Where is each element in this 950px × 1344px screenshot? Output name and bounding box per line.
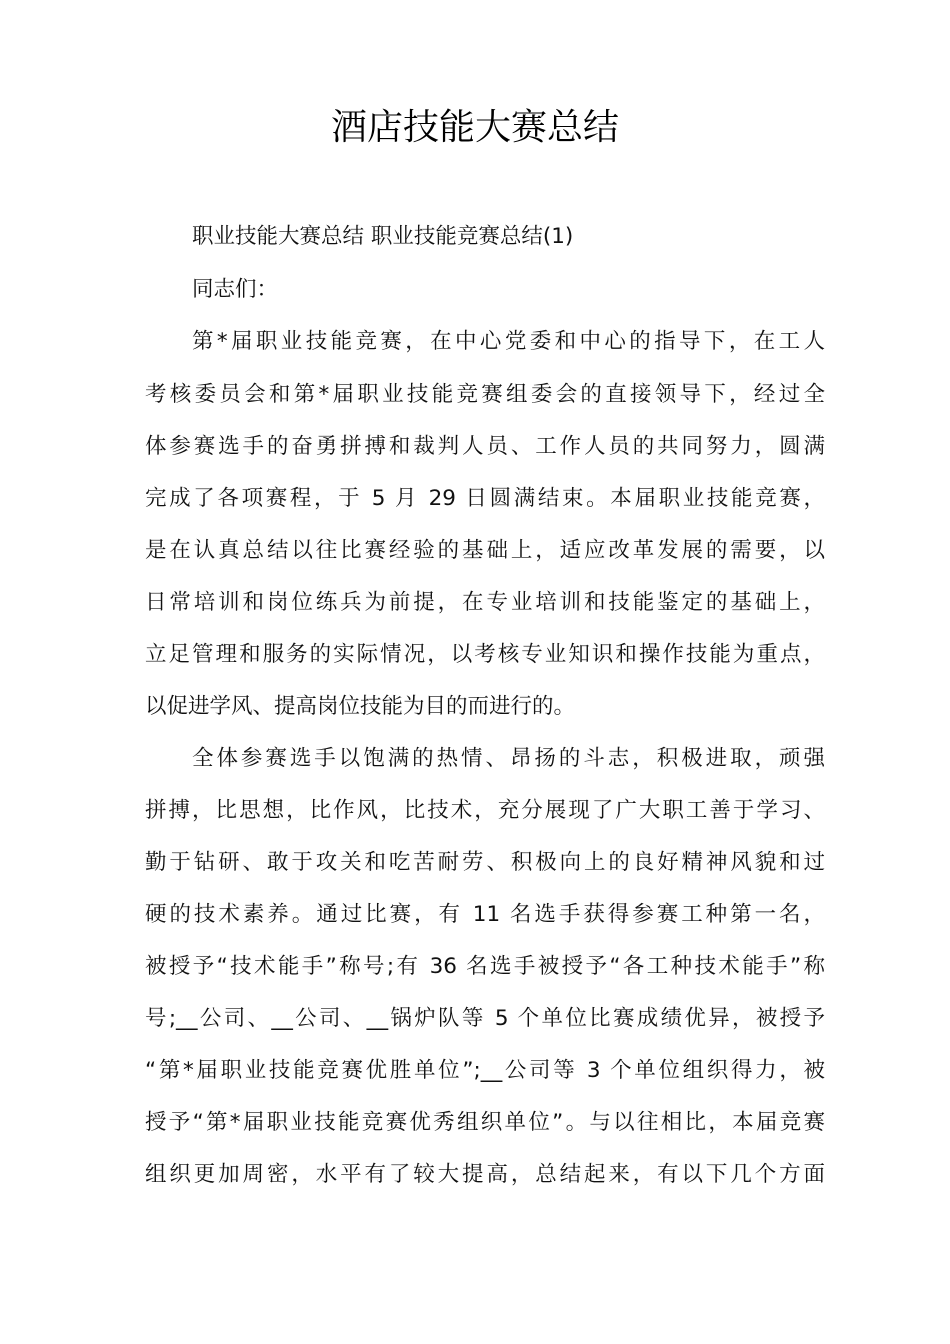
paragraph-2-line-5: 被授予“技术能手”称号;有 36 名选手被授予“各工种技术能手”称 [145,954,825,979]
subtitle-line: 职业技能大赛总结 职业技能竞赛总结(1) [192,224,574,249]
paragraph-1-line-7: 立足管理和服务的实际情况，以考核专业知识和操作技能为重点， [145,642,825,667]
salutation-line: 同志们： [192,277,279,302]
paragraph-2-line-1: 全体参赛选手以饱满的热情、昂扬的斗志，积极进取，顽强 [192,746,825,771]
paragraph-1-line-8: 以促进学风、提高岗位技能为目的而进行的。 [145,694,576,719]
paragraph-2-line-6: 号;__公司、__公司、__锅炉队等 5 个单位比赛成绩优异，被授予 [145,1006,825,1031]
paragraph-1-line-1: 第*届职业技能竞赛，在中心党委和中心的指导下，在工人 [192,329,825,354]
paragraph-2-line-8: 授予“第*届职业技能竞赛优秀组织单位”。与以往相比，本届竞赛 [145,1110,825,1135]
paragraph-1-line-4: 完成了各项赛程，于 5 月 29 日圆满结束。本届职业技能竞赛， [145,486,825,511]
paragraph-2-line-3: 勤于钻研、敢于攻关和吃苦耐劳、积极向上的良好精神风貌和过 [145,850,825,875]
paragraph-1-line-2: 考核委员会和第*届职业技能竞赛组委会的直接领导下，经过全 [145,382,825,407]
paragraph-1-line-6: 日常培训和岗位练兵为前提，在专业培训和技能鉴定的基础上， [145,590,825,615]
paragraph-2-line-4: 硬的技术素养。通过比赛，有 11 名选手获得参赛工种第一名， [145,902,825,927]
paragraph-1-line-3: 体参赛选手的奋勇拼搏和裁判人员、工作人员的共同努力，圆满 [145,434,825,459]
paragraph-2-line-2: 拼搏，比思想，比作风，比技术，充分展现了广大职工善于学习、 [145,798,825,823]
paragraph-1-line-5: 是在认真总结以往比赛经验的基础上，适应改革发展的需要，以 [145,538,825,563]
paragraph-2-line-7: “第*届职业技能竞赛优胜单位”;__公司等 3 个单位组织得力，被 [145,1058,825,1083]
document-title: 酒店技能大赛总结 [330,107,619,148]
paragraph-2-line-9: 组织更加周密，水平有了较大提高，总结起来，有以下几个方面 [145,1162,825,1187]
